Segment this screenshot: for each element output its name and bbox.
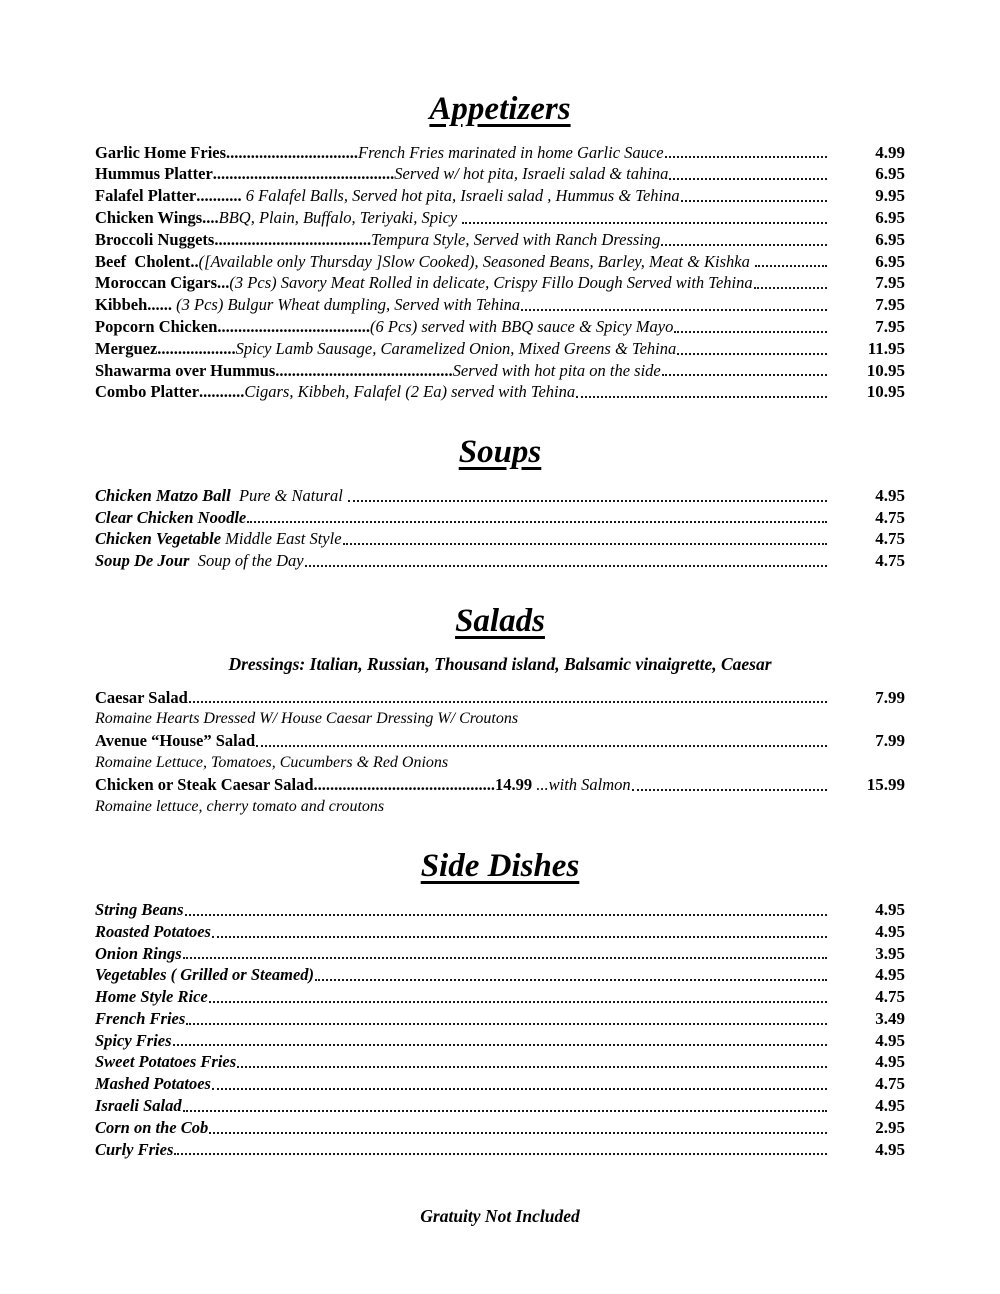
- dot-leader: [237, 1066, 827, 1068]
- menu-item-row: [95, 142, 905, 164]
- menu-section-soups: [95, 433, 905, 572]
- menu-item-row: [95, 294, 905, 316]
- item-price: 6.95: [875, 207, 905, 227]
- item-name: Curly Fries: [95, 1139, 174, 1159]
- menu-item-row: [95, 1073, 905, 1095]
- menu-sections: [95, 90, 905, 1160]
- item-price: 4.95: [875, 1052, 905, 1072]
- item-price: 7.95: [875, 295, 905, 315]
- item-price: 7.95: [875, 273, 905, 293]
- item-price: 4.75: [875, 551, 905, 571]
- item-name: String Beans: [95, 899, 184, 919]
- dot-leader: [754, 287, 827, 289]
- dot-leader: [521, 309, 827, 311]
- item-dots: ............................................: [212, 164, 395, 184]
- item-description: Spicy Lamb Sausage, Caramelized Onion, Mixed Greens & Tehina: [235, 338, 677, 358]
- dot-leader: [755, 265, 827, 267]
- gratuity-note: Gratuity Not Included: [420, 1206, 580, 1227]
- item-name: Garlic Home Fries: [95, 142, 227, 162]
- item-name: Merguez: [95, 338, 158, 358]
- item-dots: ...................: [157, 338, 236, 358]
- item-dots: ......: [147, 295, 177, 315]
- dot-leader: [462, 222, 827, 224]
- item-description: Served w/ hot pita, Israeli salad & tahina: [394, 164, 669, 184]
- dot-leader: [315, 979, 827, 981]
- item-dots: ................................: [226, 142, 359, 162]
- dot-leader: [247, 521, 827, 523]
- item-dots: ...........: [199, 382, 245, 402]
- item-price: 2.95: [875, 1117, 905, 1137]
- item-name: Clear Chicken Noodle: [95, 507, 247, 527]
- item-name: Vegetables ( Grilled or Steamed): [95, 965, 315, 985]
- menu-item-row: [95, 1095, 905, 1117]
- menu-item-row: [95, 207, 905, 229]
- item-price: 4.75: [875, 507, 905, 527]
- item-description: French Fries marinated in home Garlic Sauce: [358, 142, 664, 162]
- item-dots: ....: [202, 207, 219, 227]
- menu-item-row: [95, 1139, 905, 1161]
- dot-leader: [632, 789, 827, 791]
- item-price: 7.99: [875, 731, 905, 751]
- item-name: Sweet Potatoes Fries: [95, 1052, 237, 1072]
- item-description: ...with Salmon: [532, 774, 631, 794]
- item-subtext: Romaine Lettuce, Tomatoes, Cucumbers & Red Onions: [95, 753, 449, 771]
- dot-leader: [209, 1132, 827, 1134]
- menu-item-row: [95, 687, 905, 709]
- item-description: Pure & Natural: [230, 485, 347, 505]
- item-price: 11.95: [867, 338, 905, 358]
- item-price: 4.95: [875, 1139, 905, 1159]
- item-description: BBQ, Plain, Buffalo, Teriyaki, Spicy: [218, 207, 462, 227]
- item-name: Combo Platter: [95, 382, 200, 402]
- menu-item-row: [95, 272, 905, 294]
- dot-leader: [343, 543, 827, 545]
- item-price: 3.95: [875, 943, 905, 963]
- dot-leader: [256, 745, 827, 747]
- item-price: 4.95: [875, 921, 905, 941]
- dot-leader: [185, 914, 828, 916]
- menu-item-row: [95, 163, 905, 185]
- dressings-subtitle: Dressings: Italian, Russian, Thousand island, Balsamic vinaigrette, Caesar: [228, 653, 772, 674]
- item-price: 4.75: [875, 1074, 905, 1094]
- item-name: Avenue “House” Salad: [95, 731, 256, 751]
- item-name: French Fries: [95, 1008, 186, 1028]
- item-name: Beef Cholent: [95, 251, 191, 271]
- item-price: 10.95: [866, 360, 905, 380]
- item-price: 10.95: [866, 382, 905, 402]
- item-description: (3 Pcs) Bulgur Wheat dumpling, Served with Tehina: [176, 295, 521, 315]
- dot-leader: [212, 936, 827, 938]
- item-description: Soup of the Day: [189, 551, 304, 571]
- dot-leader: [305, 565, 827, 567]
- dot-leader: [212, 1088, 827, 1090]
- item-name: Roasted Potatoes: [95, 921, 211, 941]
- item-name: Chicken Wings: [95, 207, 203, 227]
- item-price: 7.95: [875, 316, 905, 336]
- menu-item-row: [95, 1008, 905, 1030]
- menu-item-row: [95, 507, 905, 529]
- item-price: 9.95: [875, 186, 905, 206]
- item-price: 6.95: [875, 229, 905, 249]
- item-description: Cigars, Kibbeh, Falafel (2 Ea) served with Tehina: [244, 382, 576, 402]
- item-name: Broccoli Nuggets: [95, 229, 215, 249]
- menu-item-row: [95, 485, 905, 507]
- item-dots: ...........: [196, 186, 242, 206]
- item-name: Soup De Jour: [95, 551, 190, 571]
- menu-item-row: [95, 550, 905, 572]
- dot-leader: [661, 244, 827, 246]
- item-price: 15.99: [866, 774, 905, 794]
- item-name: Chicken Vegetable: [95, 529, 222, 549]
- dot-leader: [183, 1110, 827, 1112]
- item-price: 4.75: [875, 529, 905, 549]
- item-mid-price: 14.99: [495, 774, 533, 794]
- dot-leader: [677, 353, 827, 355]
- item-dots: ......................................: [214, 229, 372, 249]
- dot-leader: [662, 374, 827, 376]
- dot-leader: [669, 178, 827, 180]
- item-price: 4.95: [875, 1096, 905, 1116]
- dot-leader: [186, 1023, 827, 1025]
- dot-leader: [173, 1044, 827, 1046]
- item-description: (6 Pcs) served with BBQ sauce & Spicy Mayo: [370, 316, 674, 336]
- dot-leader: [576, 396, 827, 398]
- menu-item-row: [95, 528, 905, 550]
- item-subtext: Romaine Hearts Dressed W/ House Caesar Dressing W/ Croutons: [95, 710, 519, 728]
- item-price: 6.95: [875, 164, 905, 184]
- menu-item-row: [95, 1117, 905, 1139]
- item-name: Shawarma over Hummus: [95, 360, 276, 380]
- item-description: Tempura Style, Served with Ranch Dressing: [371, 229, 661, 249]
- section-title: Salads: [455, 602, 545, 639]
- dot-leader: [681, 200, 827, 202]
- item-name: Popcorn Chicken: [95, 316, 218, 336]
- menu-item-row: [95, 251, 905, 273]
- item-price: 4.99: [875, 142, 905, 162]
- menu-item-row: [95, 921, 905, 943]
- section-title: Side Dishes: [420, 848, 580, 885]
- menu-item-row: [95, 943, 905, 965]
- menu-item-row: [95, 360, 905, 382]
- menu-item-row: [95, 774, 905, 796]
- item-price: 4.95: [875, 965, 905, 985]
- item-price: 4.95: [875, 485, 905, 505]
- item-name: Hummus Platter: [95, 164, 213, 184]
- menu-item-row: [95, 899, 905, 921]
- item-price: 3.49: [875, 1008, 905, 1028]
- menu-item-row: [95, 229, 905, 251]
- item-name: Corn on the Cob: [95, 1117, 209, 1137]
- item-dots: ...: [217, 273, 230, 293]
- section-title: Appetizers: [429, 91, 571, 127]
- menu-item-row: [95, 316, 905, 338]
- item-price: 4.95: [875, 1030, 905, 1050]
- item-name: Chicken or Steak Caesar Salad: [95, 774, 314, 794]
- item-price: 4.95: [875, 899, 905, 919]
- menu-item-row: [95, 381, 905, 403]
- menu-item-row: [95, 338, 905, 360]
- item-name: Onion Rings: [95, 943, 182, 963]
- item-description: ([Available only Thursday ]Slow Cooked), Seasoned Beans, Barley, Meat & Kishka: [198, 251, 755, 271]
- section-title: Soups: [458, 434, 542, 471]
- item-subtext: Romaine lettuce, cherry tomato and croutons: [95, 797, 385, 815]
- item-name: Chicken Matzo Ball: [95, 485, 231, 505]
- dot-leader: [189, 701, 827, 703]
- item-name: Caesar Salad: [95, 687, 188, 707]
- item-name: Israeli Salad: [95, 1096, 182, 1116]
- item-description: Served with hot pita on the side: [452, 360, 661, 380]
- menu-item-row: [95, 1051, 905, 1073]
- item-description: 6 Falafel Balls, Served hot pita, Israeli salad , Hummus & Tehina: [241, 186, 680, 206]
- item-price: 7.99: [875, 687, 905, 707]
- menu-section-side-dishes: [95, 847, 905, 1160]
- dot-leader: [174, 1153, 827, 1155]
- item-name: Moroccan Cigars: [95, 273, 218, 293]
- menu-item-row: [95, 1030, 905, 1052]
- menu-item-row: [95, 185, 905, 207]
- item-price: 6.95: [875, 251, 905, 271]
- item-description: (3 Pcs) Savory Meat Rolled in delicate, Crispy Fillo Dough Served with Tehina: [229, 273, 753, 293]
- item-name: Kibbeh: [95, 295, 148, 315]
- dot-leader: [665, 156, 827, 158]
- item-dots: .....................................: [217, 316, 371, 336]
- dot-leader: [209, 1001, 827, 1003]
- item-dots: ...........................................: [275, 360, 453, 380]
- menu-item-row: [95, 964, 905, 986]
- item-name: Spicy Fries: [95, 1030, 172, 1050]
- item-description: Middle East Style: [221, 529, 342, 549]
- dot-leader: [183, 957, 827, 959]
- item-price: 4.75: [875, 987, 905, 1007]
- dot-leader: [674, 331, 827, 333]
- item-dots: ..: [190, 251, 199, 271]
- item-name: Home Style Rice: [95, 987, 208, 1007]
- item-dots: ............................................: [313, 774, 495, 794]
- dot-leader: [348, 500, 827, 502]
- menu-item-row: [95, 730, 905, 752]
- menu-section-salads: [95, 602, 905, 817]
- item-name: Falafel Platter: [95, 186, 197, 206]
- menu-item-row: [95, 986, 905, 1008]
- item-name: Mashed Potatoes: [95, 1074, 211, 1094]
- menu-section-appetizers: [95, 90, 905, 403]
